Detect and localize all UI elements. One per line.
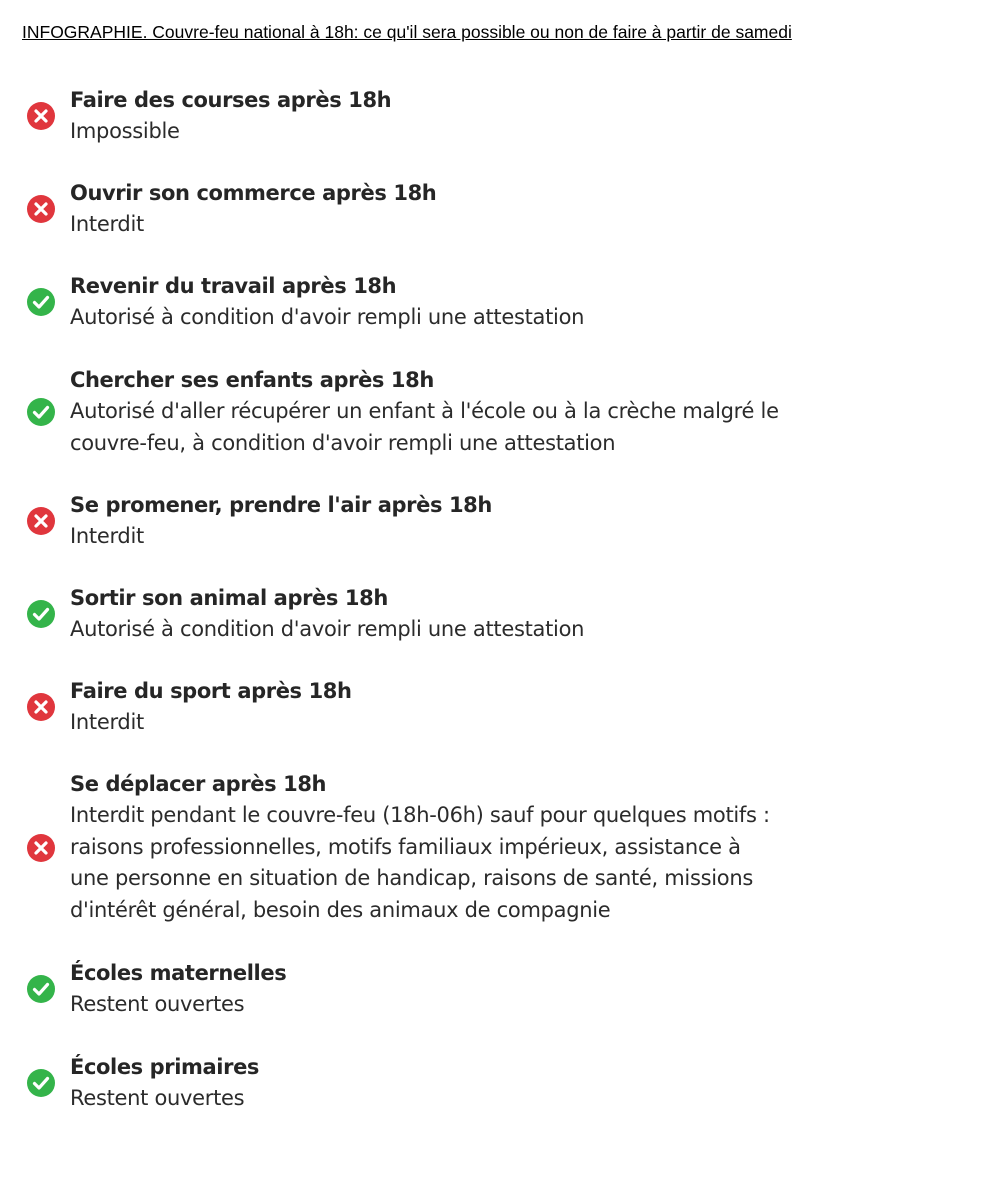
rule-description-line: Interdit (70, 524, 144, 548)
rule-description-line: Autorisé à condition d'avoir rempli une attestation (70, 305, 585, 329)
rule-description-line: Autorisé d'aller récupérer un enfant à l'école ou à la crèche malgré le (70, 399, 779, 423)
infographic-headline[interactable]: INFOGRAPHIE. Couvre-feu national à 18h: ce qu'il sera possible ou non de faire à partir de samedi (22, 22, 792, 42)
rule-body (70, 768, 826, 926)
check-circle-icon (26, 1068, 56, 1098)
rule-title: Sortir son animal après 18h (70, 586, 388, 610)
rule-title: Faire du sport après 18h (70, 679, 352, 703)
check-circle-icon (26, 397, 56, 427)
rule-body (70, 489, 826, 553)
rule-title: Revenir du travail après 18h (70, 274, 397, 298)
rule-description-line: Impossible (70, 119, 180, 143)
rule-title: Se promener, prendre l'air après 18h (70, 493, 492, 517)
rule-body (70, 364, 826, 459)
rule-title: Se déplacer après 18h (70, 772, 327, 796)
rule-description-line: Interdit (70, 212, 144, 236)
rule-body (70, 582, 826, 646)
cross-circle-icon (26, 101, 56, 131)
rule-description-line: couvre-feu, à condition d'avoir rempli une attestation (70, 430, 616, 455)
rule-description-line: Restent ouvertes (70, 1086, 245, 1110)
rule-body (70, 177, 826, 241)
cross-circle-icon (26, 194, 56, 224)
rule-title: Écoles primaires (70, 1055, 260, 1079)
rule-description-line: Interdit (70, 710, 144, 734)
rule-description-line: Interdit pendant le couvre-feu (18h-06h) sauf pour quelques motifs : (70, 803, 770, 827)
rule-title: Ouvrir son commerce après 18h (70, 181, 437, 205)
rule-body (70, 1051, 826, 1115)
rule-body (70, 957, 826, 1021)
rule-body (70, 84, 826, 148)
rule-description-line: d'intérêt général, besoin des animaux de compagnie (70, 897, 611, 922)
cross-circle-icon (26, 506, 56, 536)
rule-title: Chercher ses enfants après 18h (70, 368, 434, 392)
rule-title: Écoles maternelles (70, 961, 287, 985)
check-circle-icon (26, 974, 56, 1004)
rule-title: Faire des courses après 18h (70, 88, 392, 112)
rule-description-line: Restent ouvertes (70, 992, 245, 1016)
rule-body (70, 675, 826, 739)
cross-circle-icon (26, 692, 56, 722)
rule-description-line: une personne en situation de handicap, raisons de santé, missions (70, 866, 753, 890)
rule-description-line: raisons professionnelles, motifs familiaux impérieux, assistance à (70, 834, 741, 859)
check-circle-icon (26, 287, 56, 317)
check-circle-icon (26, 599, 56, 629)
rule-body (70, 270, 826, 334)
rule-description-line: Autorisé à condition d'avoir rempli une attestation (70, 617, 585, 641)
cross-circle-icon (26, 833, 56, 863)
